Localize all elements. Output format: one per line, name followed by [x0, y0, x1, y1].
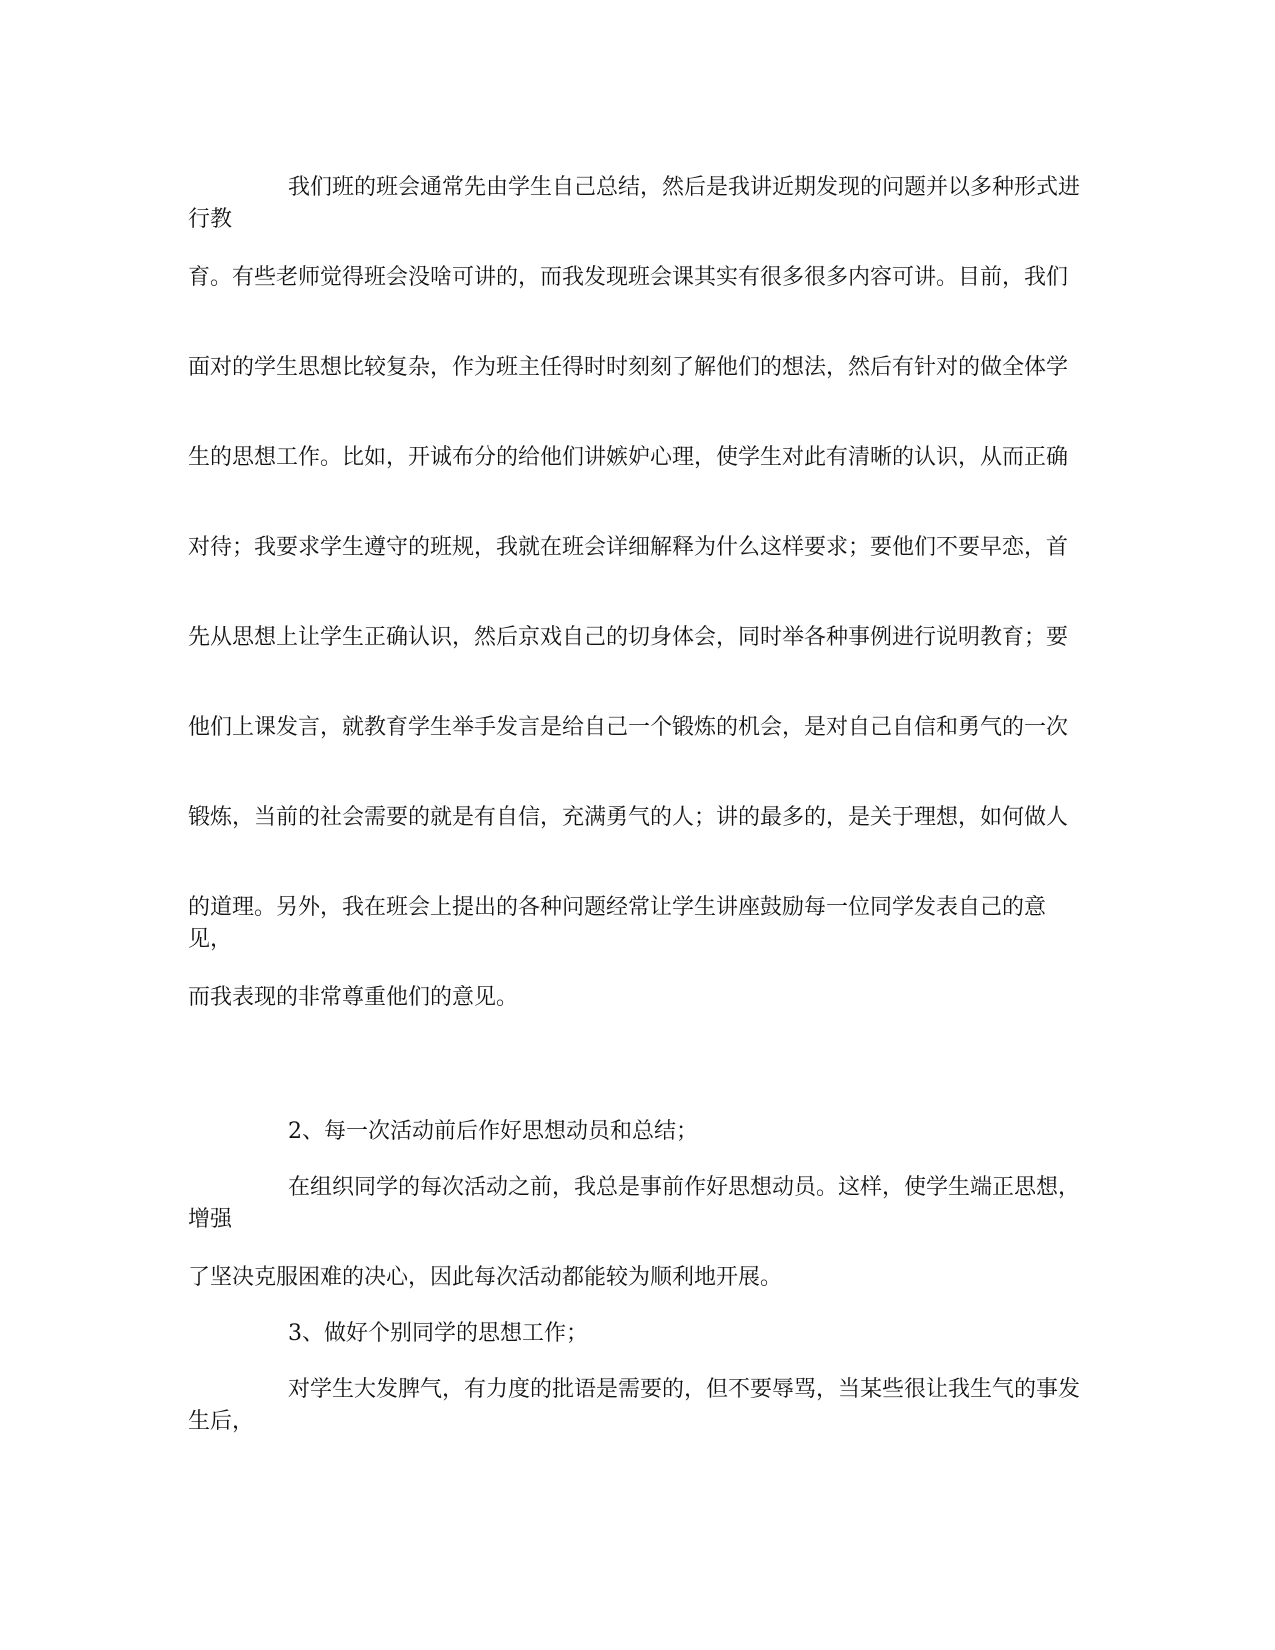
paragraph-12: 了坚决克服困难的决心，因此每次活动都能较为顺利地开展。	[188, 1265, 783, 1290]
paragraph-9: 的道理。另外，我在班会上提出的各种问题经常让学生讲座鼓励每一位同学发表自己的意见，	[188, 895, 1047, 952]
paragraph-5: 对待；我要求学生遵守的班规，我就在班会详细解释为什么这样要求；要他们不要早恋，首	[188, 535, 1069, 560]
paragraph-13: 对学生大发脾气，有力度的批语是需要的，但不要辱骂，当某些很让我生气的事发生后，	[188, 1377, 1081, 1434]
paragraph-2: 育。有些老师觉得班会没啥可讲的，而我发现班会课其实有很多很多内容可讲。目前，我们	[188, 265, 1069, 290]
paragraph-4: 生的思想工作。比如，开诚布分的给他们讲嫉妒心理，使学生对此有清晰的认识，从而正确	[188, 445, 1069, 470]
paragraph-7: 他们上课发言，就教育学生举手发言是给自己一个锻炼的机会，是对自己自信和勇气的一次	[188, 715, 1069, 740]
paragraph-6: 先从思想上让学生正确认识，然后京戏自己的切身体会，同时举各种事例进行说明教育；要	[188, 625, 1069, 650]
section-heading-2: 2、每一次活动前后作好思想动员和总结；	[288, 1119, 698, 1144]
paragraph-1: 我们班的班会通常先由学生自己总结，然后是我讲近期发现的问题并以多种形式进行教	[188, 175, 1081, 232]
section-heading-3: 3、做好个别同学的思想工作；	[288, 1321, 588, 1346]
paragraph-8: 锻炼，当前的社会需要的就是有自信，充满勇气的人；讲的最多的，是关于理想，如何做人	[188, 805, 1069, 830]
paragraph-10: 而我表现的非常尊重他们的意见。	[188, 985, 519, 1010]
paragraph-3: 面对的学生思想比较复杂，作为班主任得时时刻刻了解他们的想法，然后有针对的做全体学	[188, 355, 1069, 380]
paragraph-11: 在组织同学的每次活动之前，我总是事前作好思想动员。这样，使学生端正思想，增强	[188, 1175, 1081, 1232]
